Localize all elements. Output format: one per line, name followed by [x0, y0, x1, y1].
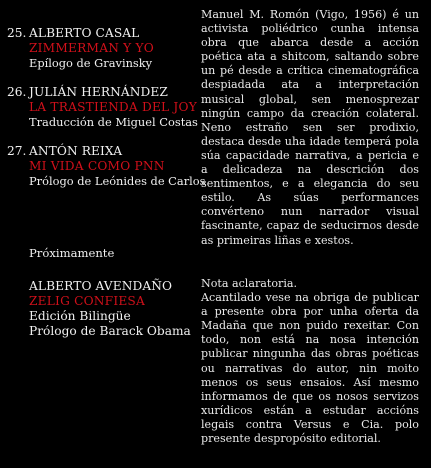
entry-title: ZIMMERMAN Y YO: [29, 41, 154, 55]
upcoming-extra-1: Edición Bilingüe: [29, 309, 131, 323]
author-bio: [201, 8, 419, 248]
series-entry-27: [7, 144, 206, 189]
entry-header: [7, 144, 197, 159]
entry-author: ANTÓN REIXA: [29, 144, 123, 158]
series-list: [7, 26, 206, 203]
series-entry-26: [7, 85, 197, 130]
entry-title: LA TRASTIENDA DEL JOY: [29, 100, 197, 114]
upcoming-entry: [29, 279, 191, 339]
entry-header: [7, 85, 197, 100]
series-entry-25: [7, 26, 197, 71]
upcoming-label: Próximamente: [29, 246, 115, 260]
entry-number: 26.: [7, 85, 27, 99]
entry-header: [7, 26, 197, 41]
editorial-note: [201, 277, 419, 446]
note-body: Acantilado vese na obriga de publicar a presente obra por unha oferta da Madaña que non puido rexeitar. Con todo, non está na nosa intención publicar ningunha das obras poéticas ou narrativas do autor, nin moito menos os seus ensaios. Así mesmo informamos de que os nosos servizos xurídicos están a estudar accións legais contra Versus e Cia. polo presente despropósito editorial.: [201, 291, 419, 446]
entry-author: ALBERTO CASAL: [29, 26, 140, 40]
upcoming-author: ALBERTO AVENDAÑO: [29, 279, 173, 293]
upcoming-extra-2: Prólogo de Barack Obama: [29, 324, 191, 338]
entry-extra: Epílogo de Gravinsky: [29, 56, 153, 70]
entry-title: MI VIDA COMO PNN: [29, 159, 165, 173]
entry-extra: Traducción de Miguel Costas: [29, 115, 198, 129]
bio-paragraph: Manuel M. Romón (Vigo, 1956) é un activista poliédrico cunha intensa obra que abarca desde a acción poética ata a shitcom, saltando sobre un pé desde a crítica cinematográfica despiadada ata a interpretación musical global, sen menosprezar ningún campo da creación colateral. Neno estraño sen ser prodixio, destaca desde uha idade temperá pola súa capacidade narrativa, a pericia e a delicadeza na descrición dos sentimentos, e a elegancia do seu estilo. As súas performances convérteno nun narrador visual fascinante, capaz de seducirnos desde as primeiras liñas e xestos.: [201, 8, 419, 247]
entry-number: 27.: [7, 144, 27, 158]
entry-number: 25.: [7, 26, 27, 40]
upcoming-title: ZELIG CONFIESA: [29, 294, 145, 308]
note-heading: Nota aclaratoria.: [201, 277, 298, 290]
entry-author: JULIÁN HERNÁNDEZ: [29, 85, 168, 99]
entry-extra: Prólogo de Leónides de Carlos: [29, 174, 206, 188]
